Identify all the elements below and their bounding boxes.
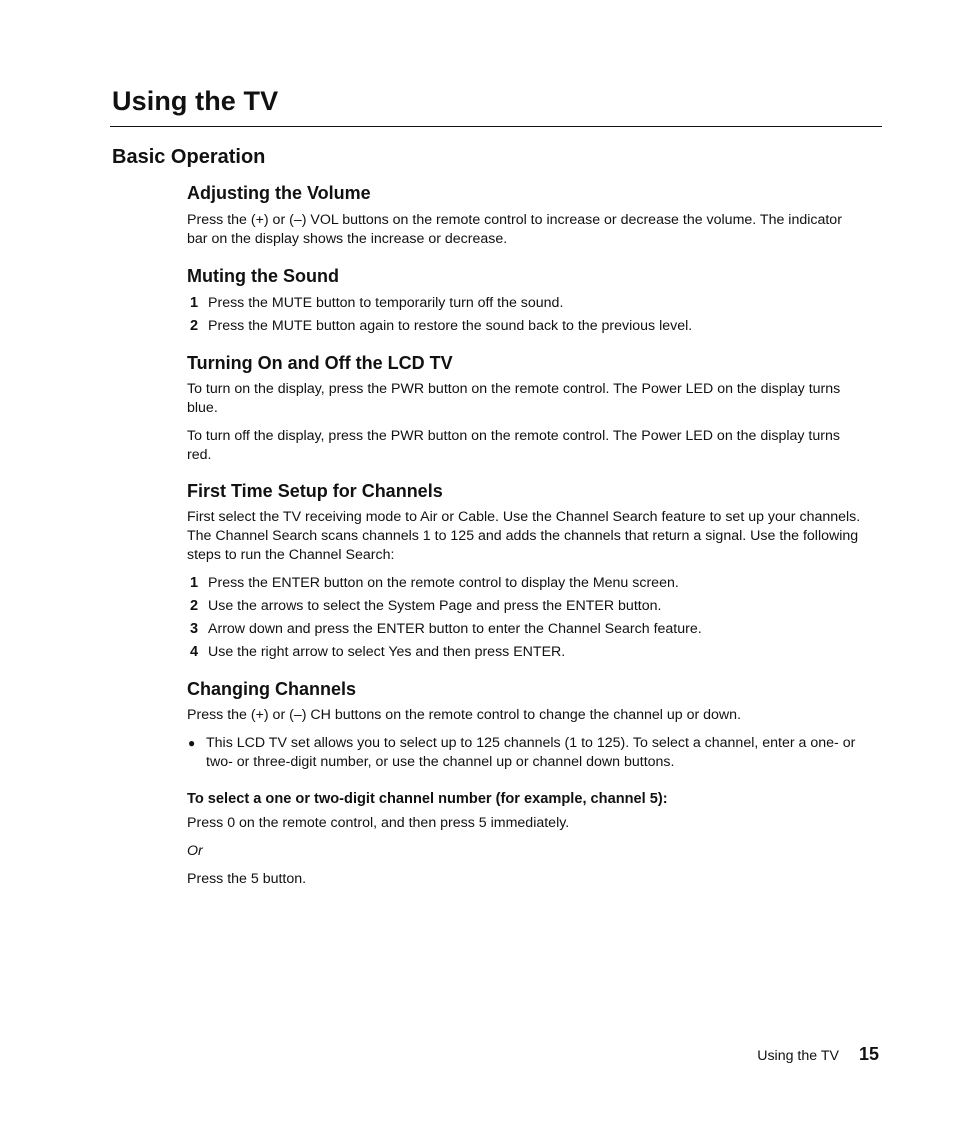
setup-step	[187, 620, 863, 639]
power-on-text: To turn on the display, press the PWR button on the remote control. The Power LED on the display turns blue.	[187, 381, 841, 416]
mute-step	[187, 317, 863, 336]
bullet-icon: ●	[188, 736, 196, 750]
mute-steps	[187, 294, 863, 336]
mute-heading: Muting the Sound	[187, 266, 339, 286]
step-number: 2	[190, 598, 199, 614]
channels-text: Press the (+) or (–) CH buttons on the remote control to change the channel up or down.	[187, 707, 742, 723]
channels-bullets	[187, 734, 863, 772]
step-number: 3	[190, 621, 199, 637]
volume-text: Press the (+) or (–) VOL buttons on the remote control to increase or decrease the volume. The indicator bar on the display shows the increase or decrease.	[187, 212, 842, 247]
step-text: Use the arrows to select the System Page and press the ENTER button.	[208, 598, 662, 614]
or-text: Or	[187, 843, 203, 859]
step-number: 1	[190, 575, 199, 591]
setup-step	[187, 643, 863, 662]
step-text: Arrow down and press the ENTER button to enter the Channel Search feature.	[208, 621, 702, 637]
step-number: 2	[190, 318, 199, 334]
power-heading: Turning On and Off the LCD TV	[187, 353, 453, 373]
page-footer	[757, 1044, 879, 1065]
step-text: Press the MUTE button to temporarily turn off the sound.	[208, 295, 564, 311]
mute-step	[187, 294, 863, 313]
setup-step	[187, 574, 863, 593]
channel-select-lead: To select a one or two-digit channel number (for example, channel 5):	[187, 791, 668, 807]
content-body	[187, 181, 863, 889]
section-title: Basic Operation	[112, 146, 266, 168]
power-off-text: To turn off the display, press the PWR button on the remote control. The Power LED on the display turns red.	[187, 428, 840, 463]
step-text: Use the right arrow to select Yes and then press ENTER.	[208, 644, 566, 660]
setup-steps	[187, 574, 863, 662]
page-number: 15	[858, 1044, 879, 1064]
step-text: Press the MUTE button again to restore the sound back to the previous level.	[208, 318, 693, 334]
bullet-text: This LCD TV set allows you to select up to 125 channels (1 to 125). To select a channel, enter a one- or two- or three-digit number, or use the channel up or channel down buttons.	[206, 735, 856, 770]
channel-select-text: Press 0 on the remote control, and then press 5 immediately.	[187, 815, 570, 831]
channel-select-alt-text: Press the 5 button.	[187, 871, 307, 887]
setup-step	[187, 597, 863, 616]
step-number: 4	[190, 644, 199, 660]
setup-heading: First Time Setup for Channels	[187, 481, 443, 501]
volume-heading: Adjusting the Volume	[187, 183, 371, 203]
step-number: 1	[190, 295, 199, 311]
step-text: Press the ENTER button on the remote control to display the Menu screen.	[208, 575, 679, 591]
page-title: Using the TV	[112, 86, 279, 116]
setup-intro: First select the TV receiving mode to Air or Cable. Use the Channel Search feature to set up your channels. The Channel Search scans channels 1 to 125 and adds the channels that return a signal. Use the following steps to run the Channel Search:	[187, 509, 861, 563]
title-divider	[110, 126, 882, 127]
footer-label: Using the TV	[757, 1048, 839, 1064]
channels-heading: Changing Channels	[187, 679, 357, 699]
list-item	[187, 734, 863, 772]
